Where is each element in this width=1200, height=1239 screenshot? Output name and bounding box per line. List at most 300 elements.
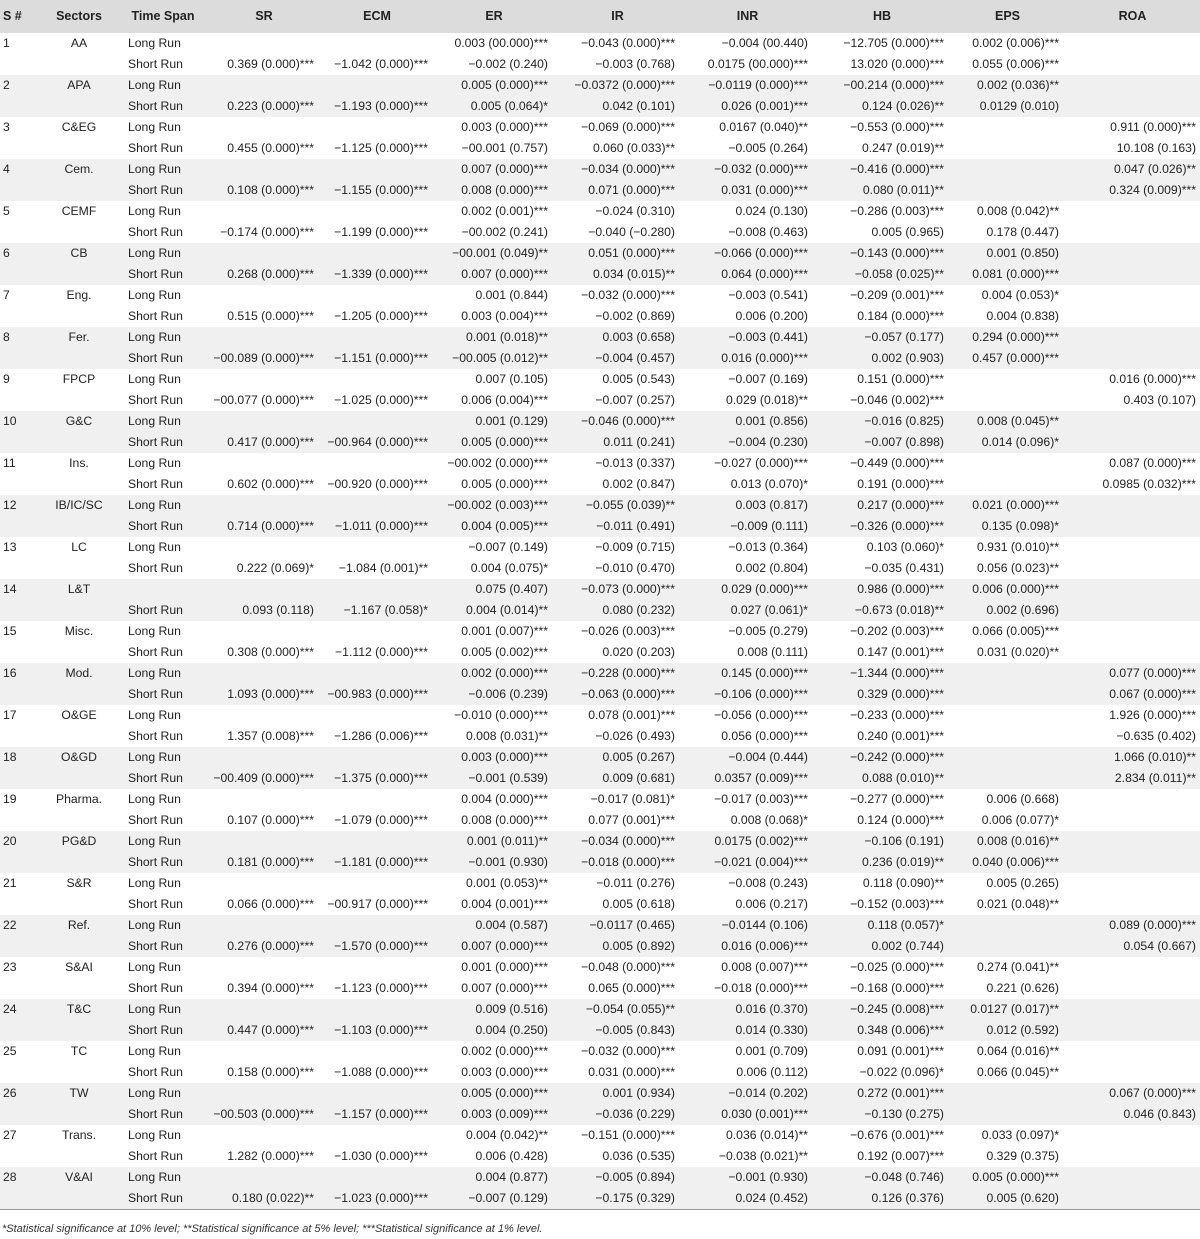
cell-eps [950,117,1065,138]
cell-sector: C&EG [61,120,97,134]
cell-eps [950,915,1065,936]
cell-sr: 0.066 (0.000)*** [227,897,314,911]
table-row [0,243,1200,264]
cell-inr: 0.016 (0.006)*** [721,939,808,953]
table-row [0,1188,1200,1210]
cell-time-span: Long Run [128,498,181,512]
cell-sr: 0.158 (0.000)*** [227,1065,314,1079]
cell-roa [1065,432,1200,453]
cell-sector [40,474,118,495]
cell-sector: APA [67,78,91,92]
cell-sector [40,96,118,117]
cell-sr [208,705,320,726]
cell-inr: 0.0357 (0.009)*** [714,771,808,785]
header-row [0,0,1200,33]
cell-time-span: Short Run [128,1191,183,1205]
cell-roa [1065,1167,1200,1188]
cell-er: 0.008 (0.031)** [466,729,548,743]
cell-time-span: Long Run [128,792,181,806]
cell-er: 0.003 (0.004)*** [461,309,548,323]
cell-inr: −0.004 (0.444) [728,750,808,764]
cell-sr: 0.093 (0.118) [242,603,314,617]
cell-er: 0.003 (00.000)*** [454,36,548,50]
cell-ir: 0.051 (0.000)*** [588,246,675,260]
cell-inr: −0.004 (0.230) [728,435,808,449]
cell-hb: −0.168 (0.000)*** [850,981,944,995]
cell-inr: 0.006 (0.200) [735,309,808,323]
cell-sno [0,1146,40,1167]
cell-ecm [320,747,434,768]
cell-sector: Cem. [64,162,94,176]
cell-inr: −0.0144 (0.106) [721,918,808,932]
cell-ecm [320,201,434,222]
cell-er: 0.005 (0.000)*** [461,435,548,449]
cell-time-span: Short Run [128,897,183,911]
cell-sr [208,1125,320,1146]
cell-ir: 0.036 (0.535) [602,1149,675,1163]
cell-hb: −0.057 (0.177) [864,330,944,344]
cell-eps: 0.006 (0.668) [986,792,1059,806]
cell-inr: 0.001 (0.856) [735,414,808,428]
cell-ecm [320,705,434,726]
cell-ecm [320,957,434,978]
cell-roa [1065,873,1200,894]
cell-inr: 0.024 (0.130) [735,204,808,218]
cell-inr: 0.008 (0.068)* [730,813,808,827]
table-row [0,747,1200,768]
cell-roa: 0.067 (0.000)*** [1109,1086,1196,1100]
cell-eps: 0.064 (0.016)** [977,1044,1059,1058]
cell-eps: 0.014 (0.096)* [981,435,1059,449]
cell-roa [1065,978,1200,999]
cell-sr [208,243,320,264]
table-row [0,600,1200,621]
cell-eps: 0.0129 (0.010) [979,99,1059,113]
cell-ir: 0.078 (0.001)*** [588,708,675,722]
cell-time-span: Long Run [128,36,181,50]
cell-ir: 0.034 (0.015)** [593,267,675,281]
cell-sector [40,978,118,999]
cell-hb: −0.022 (0.096)* [859,1065,944,1079]
cell-ir: −0.024 (0.310) [595,204,675,218]
cell-er: 0.004 (0.877) [475,1170,548,1184]
cell-hb: 0.103 (0.060)* [866,540,944,554]
cell-ecm [320,1083,434,1104]
cell-roa [1065,243,1200,264]
cell-sno: 27 [3,1128,17,1142]
table-row [0,705,1200,726]
cell-er: −0.010 (0.000)*** [454,708,548,722]
table-row [0,810,1200,831]
cell-er: 0.008 (0.000)*** [461,813,548,827]
table-row [0,390,1200,411]
table-row [0,1125,1200,1146]
cell-roa [1065,327,1200,348]
cell-ir: −0.040 (−0.280) [588,225,675,239]
cell-hb: −0.209 (0.001)*** [850,288,944,302]
cell-eps: 0.457 (0.000)*** [972,351,1059,365]
cell-time-span: Long Run [128,330,181,344]
cell-roa [1065,495,1200,516]
cell-inr: −0.017 (0.003)*** [714,792,808,806]
cell-sector: S&AI [65,960,93,974]
cell-sno [0,558,40,579]
cell-ir: 0.005 (0.543) [602,372,675,386]
table-row [0,726,1200,747]
cell-sno [0,894,40,915]
table-row [0,642,1200,663]
header-hb: HB [872,9,892,23]
cell-ecm: −1.112 (0.000)*** [335,645,428,659]
cell-eps [950,705,1065,726]
cell-er: 0.008 (0.000)*** [461,183,548,197]
cell-hb: 0.184 (0.000)*** [857,309,944,323]
cell-ir: 0.011 (0.241) [603,435,675,449]
cell-time-span: Short Run [128,645,183,659]
cell-sno [0,936,40,957]
cell-inr: 0.008 (0.111) [737,645,808,659]
cell-ir: −0.005 (0.894) [595,1170,675,1184]
cell-er: 0.005 (0.000)*** [461,78,548,92]
cell-roa [1065,1146,1200,1167]
cell-time-span: Long Run [128,708,181,722]
cell-sector: CB [70,246,88,260]
cell-time-span: Long Run [128,288,181,302]
cell-inr: −0.032 (0.000)*** [714,162,808,176]
cell-time-span: Short Run [128,687,183,701]
table-row [0,138,1200,159]
cell-ir: −0.013 (0.337) [595,456,675,470]
cell-eps: 0.135 (0.098)* [981,519,1059,533]
cell-ir: −0.055 (0.039)** [585,498,675,512]
cell-time-span [118,579,208,600]
table-row [0,558,1200,579]
cell-sector: TC [70,1044,88,1058]
cell-sno [0,642,40,663]
cell-sr [208,747,320,768]
cell-roa [1065,306,1200,327]
table-row [0,1083,1200,1104]
cell-er: 0.005 (0.000)*** [461,1086,548,1100]
cell-sr: 0.181 (0.000)*** [227,855,314,869]
cell-er: −00.002 (0.241) [461,225,548,239]
cell-sector: Trans. [61,1128,97,1142]
table-body [0,33,1200,1210]
cell-er: −0.007 (0.149) [468,540,548,554]
cell-ir: −0.007 (0.257) [595,393,675,407]
cell-sr: 0.223 (0.000)*** [227,99,314,113]
cell-inr: 0.145 (0.000)*** [721,666,808,680]
table-row [0,1167,1200,1188]
cell-hb: 0.147 (0.001)*** [857,645,944,659]
cell-inr: 0.030 (0.001)*** [721,1107,808,1121]
table-row [0,369,1200,390]
cell-sr: 0.369 (0.000)*** [227,57,314,71]
cell-inr: −0.001 (0.930) [728,1170,808,1184]
cell-eps: 0.274 (0.041)** [977,960,1059,974]
cell-roa [1065,516,1200,537]
cell-roa: 0.046 (0.843) [1123,1107,1196,1121]
cell-time-span: Short Run [128,351,183,365]
cell-ir: −0.228 (0.000)*** [581,666,675,680]
cell-ir: −0.011 (0.491) [596,519,675,533]
cell-eps [950,1104,1065,1125]
cell-hb: −0.130 (0.275) [864,1107,944,1121]
cell-eps: 0.002 (0.036)** [977,78,1059,92]
cell-roa: 0.077 (0.000)*** [1109,666,1196,680]
cell-ecm: −1.088 (0.000)*** [334,1065,428,1079]
cell-eps: 0.005 (0.620) [986,1191,1059,1205]
cell-hb: −0.326 (0.000)*** [850,519,944,533]
cell-hb: 0.118 (0.090)** [862,876,944,890]
cell-ir: −0.048 (0.000)*** [581,960,675,974]
cell-ir: 0.031 (0.000)*** [588,1065,675,1079]
cell-sno [0,726,40,747]
cell-sr: 0.602 (0.000)*** [227,477,314,491]
table-row [0,54,1200,75]
cell-sr [208,663,320,684]
cell-hb: −0.245 (0.008)*** [850,1002,944,1016]
cell-inr: −0.009 (0.111) [730,519,808,533]
cell-inr: 0.056 (0.000)*** [721,729,808,743]
cell-hb: −0.277 (0.000)*** [850,792,944,806]
cell-time-span: Short Run [128,519,183,533]
cell-inr: 0.003 (0.817) [735,498,808,512]
cell-sr: −0.174 (0.000)*** [220,225,314,239]
cell-sno: 2 [3,78,10,92]
table-footnote: *Statistical significance at 10% level; **Statistical significance at 5% level; ***Statistical significance at 1% level. [2,1223,543,1235]
cell-sr: 0.394 (0.000)*** [227,981,314,995]
cell-roa [1065,1188,1200,1210]
cell-sector: PG&D [61,834,97,848]
cell-hb: 0.247 (0.019)** [862,141,944,155]
cell-inr: 0.027 (0.061)* [730,603,808,617]
cell-roa: 0.067 (0.000)*** [1109,687,1196,701]
cell-eps: 0.033 (0.097)* [981,1128,1059,1142]
cell-sr: 0.308 (0.000)*** [227,645,314,659]
cell-sr [208,873,320,894]
cell-ir: −0.036 (0.229) [595,1107,675,1121]
cell-sr [208,1041,320,1062]
cell-er: 0.005 (0.064)* [470,99,548,113]
cell-ecm [320,369,434,390]
cell-sector: V&AI [65,1170,93,1184]
cell-er: 0.007 (0.000)*** [461,939,548,953]
cell-roa [1065,621,1200,642]
cell-sno: 25 [3,1044,17,1058]
cell-ecm: −00.983 (0.000)*** [327,687,428,701]
cell-er: −00.001 (0.757) [461,141,548,155]
cell-er: −00.001 (0.049)** [452,246,548,260]
cell-hb: −0.242 (0.000)*** [850,750,944,764]
cell-sno [0,138,40,159]
cell-hb: −0.143 (0.000)*** [850,246,944,260]
cell-sno: 16 [3,666,17,680]
cell-er: 0.007 (0.105) [475,372,548,386]
cell-sr [208,789,320,810]
cell-eps: 0.008 (0.042)** [977,204,1059,218]
cell-hb: −00.214 (0.000)*** [843,78,944,92]
cell-sno: 21 [3,876,17,890]
cell-er: 0.003 (0.000)*** [461,1065,548,1079]
cell-sno: 6 [3,246,10,260]
cell-hb: −0.676 (0.001)*** [850,1128,944,1142]
cell-time-span: Long Run [128,750,181,764]
cell-ir: −0.002 (0.869) [595,309,675,323]
table-row [0,453,1200,474]
cell-inr: −0.106 (0.000)*** [714,687,808,701]
cell-sno: 11 [3,456,16,470]
cell-roa [1065,999,1200,1020]
cell-time-span: Long Run [128,414,181,428]
cell-ecm [320,1041,434,1062]
cell-sno: 28 [3,1170,17,1184]
cell-ecm: −1.011 (0.000)*** [335,519,428,533]
cell-eps: 0.178 (0.447) [986,225,1059,239]
cell-eps [950,180,1065,201]
cell-hb: 0.236 (0.019)** [862,855,944,869]
cell-ecm [320,285,434,306]
cell-eps [950,159,1065,180]
cell-time-span: Long Run [128,1002,181,1016]
cell-ecm: −1.030 (0.000)*** [334,1149,428,1163]
cell-ecm [320,1167,434,1188]
cell-sector [40,180,118,201]
cell-time-span: Long Run [128,624,181,638]
cell-sno [0,768,40,789]
cell-eps: 0.004 (0.053)* [981,288,1059,302]
cell-hb: −0.046 (0.002)*** [850,393,944,407]
table-row [0,201,1200,222]
cell-inr: −0.003 (0.441) [728,330,808,344]
cell-roa [1065,1125,1200,1146]
cell-ecm: −1.151 (0.000)*** [334,351,428,365]
cell-roa [1065,789,1200,810]
cell-eps [950,747,1065,768]
cell-er: 0.006 (0.004)*** [461,393,548,407]
cell-sector: G&C [65,414,93,428]
cell-inr: 0.026 (0.001)*** [721,99,808,113]
cell-sno: 7 [3,288,10,302]
cell-ir: 0.005 (0.267) [602,750,675,764]
cell-er: −0.002 (0.240) [468,57,548,71]
cell-sno [0,600,40,621]
cell-sno [0,1020,40,1041]
cell-sector [40,306,118,327]
cell-er: 0.007 (0.000)*** [461,162,548,176]
cell-sr [208,537,320,558]
cell-ecm: −1.103 (0.000)*** [334,1023,428,1037]
cell-time-span: Long Run [128,960,181,974]
cell-er: 0.002 (0.000)*** [461,1044,548,1058]
cell-ecm: −1.199 (0.000)*** [334,225,428,239]
header-sno: S # [3,9,22,23]
table-row [0,348,1200,369]
cell-roa: 0.0985 (0.032)*** [1102,477,1196,491]
cell-sno: 19 [3,792,17,806]
cell-sno: 18 [3,750,17,764]
cell-inr: −0.018 (0.000)*** [714,981,808,995]
cell-eps: 0.001 (0.850) [986,246,1059,260]
cell-er: 0.001 (0.844) [475,288,548,302]
cell-ir: 0.005 (0.618) [602,897,675,911]
cell-hb: −0.106 (0.191) [864,834,944,848]
cell-ecm [320,327,434,348]
cell-inr: 0.006 (0.112) [736,1065,808,1079]
cell-hb: 0.091 (0.001)*** [857,1044,944,1058]
cell-sector [40,1146,118,1167]
cell-sno [0,810,40,831]
table-row [0,285,1200,306]
cell-inr: 0.031 (0.000)*** [721,183,808,197]
cell-sr [208,159,320,180]
cell-sr [208,831,320,852]
cell-ecm: −00.917 (0.000)*** [327,897,428,911]
cell-sno [0,180,40,201]
cell-ir: 0.071 (0.000)*** [588,183,675,197]
cell-sr: 0.276 (0.000)*** [227,939,314,953]
cell-hb: 0.118 (0.057)* [867,918,944,932]
cell-roa: 0.089 (0.000)*** [1109,918,1196,932]
cell-sno: 22 [3,918,17,932]
cell-er: 0.004 (0.005)*** [461,519,548,533]
cell-eps: 0.0127 (0.017)** [970,1002,1059,1016]
cell-roa [1065,1062,1200,1083]
cell-sector [40,768,118,789]
table-row [0,96,1200,117]
cell-roa: 0.087 (0.000)*** [1109,456,1196,470]
cell-ir: −0.0117 (0.465) [589,918,675,932]
table-row [0,33,1200,54]
table-row [0,978,1200,999]
cell-time-span: Short Run [128,393,183,407]
cell-eps: 0.329 (0.375) [986,1149,1059,1163]
cell-sector: TW [69,1086,89,1100]
cell-sector: Mod. [65,666,93,680]
cell-ir: −0.054 (0.055)** [585,1002,675,1016]
cell-time-span: Short Run [128,1149,183,1163]
cell-sr: −00.077 (0.000)*** [213,393,314,407]
cell-eps: 0.008 (0.016)** [977,834,1059,848]
table-row [0,327,1200,348]
cell-sno: 5 [3,204,10,218]
cell-ecm: −1.570 (0.000)*** [334,939,428,953]
cell-ecm: −00.920 (0.000)*** [327,477,428,491]
cell-roa [1065,810,1200,831]
cell-sector: O&GD [61,750,97,764]
cell-eps: 0.002 (0.696) [986,603,1059,617]
cell-hb: 0.986 (0.000)*** [857,582,944,596]
cell-sr: 0.268 (0.000)*** [227,267,314,281]
cell-eps [950,936,1065,957]
cell-sr: 1.093 (0.000)*** [227,687,314,701]
cell-er: 0.001 (0.007)*** [461,624,548,638]
cell-roa [1065,831,1200,852]
cell-sr: 0.107 (0.000)*** [227,813,314,827]
cell-eps: 0.006 (0.077)* [981,813,1059,827]
cell-ir: −0.034 (0.000)*** [581,162,675,176]
header-roa: ROA [1118,9,1147,23]
cell-er: −0.007 (0.129) [468,1191,548,1205]
cell-sr [208,369,320,390]
cell-ir: 0.060 (0.033)** [593,141,675,155]
table-row [0,894,1200,915]
header-ir: IR [611,9,624,23]
cell-ir: 0.001 (0.934) [602,1086,675,1100]
cell-sector: Ref. [67,918,91,932]
cell-time-span: Short Run [128,183,183,197]
cell-ecm [320,411,434,432]
